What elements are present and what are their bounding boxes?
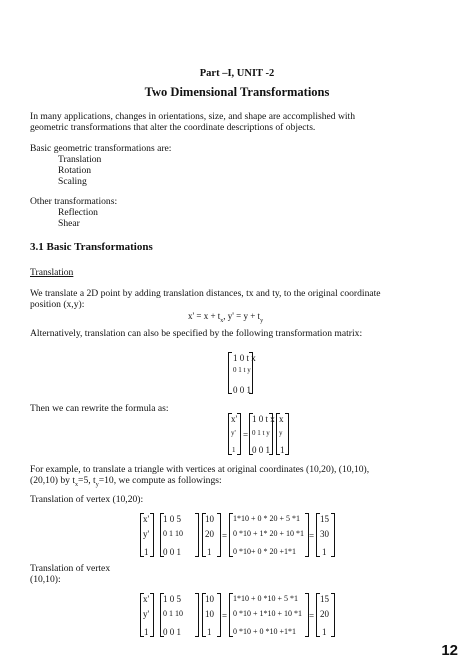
v2-v-2: 10	[205, 609, 214, 619]
subsection-translation: Translation	[30, 267, 74, 278]
matrix-1-row-1: 1 0 t x	[233, 353, 256, 363]
eq2-rhs-3: 1	[280, 445, 285, 455]
eq1-sub: x	[220, 317, 224, 324]
example-mid: =5, t	[78, 475, 96, 486]
section-title: 3.1 Basic Transformations	[30, 241, 153, 253]
vertex-2-label-a: Translation of vertex	[30, 563, 111, 574]
v2-equals: =	[222, 611, 228, 621]
eq2-m-row-2: 0 1 t y	[252, 429, 270, 437]
eq2-lhs-3: 1	[232, 446, 236, 454]
matrix-1-row-3: 0 0 1	[233, 385, 251, 395]
v1-res-1: 15	[320, 514, 329, 524]
basic-item-scaling: Scaling	[58, 176, 87, 187]
basic-item-translation: Translation	[58, 154, 102, 165]
v1-m-1: 1 0 5	[163, 514, 181, 524]
matrix-1-row-2: 0 1 t y	[233, 366, 251, 374]
example-line-1: For example, to translate a triangle with vertices at original coordinates (10,20), (10,10),	[30, 464, 370, 475]
eq1-part: x' = x + t	[188, 311, 221, 321]
v2-expr-2: 0 *10 + 1*10 + 10 *1	[233, 609, 303, 618]
intro-line-1: In many applications, changes in orientations, size, and shape are accomplished with	[30, 111, 356, 122]
eq2-lhs-2: y'	[231, 429, 236, 437]
v1-lhs-3: 1	[144, 547, 149, 557]
translate-line-2: position (x,y):	[30, 299, 85, 310]
eq1-rest: , y' = y + t	[223, 311, 261, 321]
v2-m-2: 0 1 10	[163, 609, 183, 618]
page-number: 12	[441, 642, 458, 659]
v1-v-2: 20	[205, 529, 214, 539]
v2-equals-2: =	[309, 611, 315, 621]
v1-lhs-2: y'	[143, 529, 150, 539]
v1-expr-1: 1*10 + 0 * 20 + 5 *1	[233, 514, 301, 523]
other-item-shear: Shear	[58, 218, 80, 229]
v1-v-3: 1	[207, 547, 212, 557]
v2-m-3: 0 0 1	[163, 627, 181, 637]
v1-m-3: 0 0 1	[163, 547, 181, 557]
v1-lhs-1: x'	[143, 514, 150, 524]
eq2-rhs-2: y	[279, 429, 283, 437]
v2-lhs-2: y'	[143, 609, 150, 619]
eq1-sub2: y	[260, 317, 264, 324]
vertex-2-label-b: (10,10):	[30, 574, 61, 585]
v1-res-3: 1	[322, 547, 327, 557]
example-end: =10, we compute as followings:	[98, 475, 222, 486]
example-prefix: (20,10) by t	[30, 475, 76, 486]
v2-res-2: 20	[320, 609, 329, 619]
example-ty-sub: y	[95, 481, 99, 488]
other-heading: Other transformations:	[30, 196, 118, 207]
part-heading: Part –I, UNIT -2	[199, 68, 275, 79]
vertex-1-label: Translation of vertex (10,20):	[30, 494, 144, 505]
eq2-m-row-1: 1 0 t x	[252, 414, 275, 424]
alt-text: Alternatively, translation can also be specified by the following transformation matrix:	[30, 328, 363, 339]
eq2-lhs-1: x'	[231, 414, 238, 424]
v1-expr-3: 0 *10+ 0 * 20 +1*1	[233, 547, 297, 556]
intro-line-2: geometric transformations that alter the coordinate descriptions of objects.	[30, 122, 316, 133]
v1-expr-2: 0 *10 + 1* 20 + 10 *1	[233, 529, 305, 538]
example-tx-sub: x	[75, 481, 79, 488]
equation-1	[188, 311, 263, 327]
v2-m-1: 1 0 5	[163, 594, 181, 604]
v2-expr-1: 1*10 + 0 *10 + 5 *1	[233, 594, 299, 603]
other-item-reflection: Reflection	[58, 207, 98, 218]
v1-equals: =	[222, 531, 228, 541]
v1-res-2: 30	[320, 529, 329, 539]
v2-res-3: 1	[322, 627, 327, 637]
page-title: Two Dimensional Transformations	[144, 85, 330, 99]
eq2-equals: =	[243, 430, 249, 440]
rewrite-text: Then we can rewrite the formula as:	[30, 403, 169, 414]
translate-line-1: We translate a 2D point by adding translation distances, tx and ty, to the original coordinate	[30, 288, 381, 299]
eq2-rhs-1: x	[279, 414, 284, 424]
v2-v-1: 10	[205, 594, 214, 604]
v1-m-2: 0 1 10	[163, 529, 183, 538]
eq2-m-row-3: 0 0 1	[252, 445, 270, 455]
v2-v-3: 1	[207, 627, 212, 637]
example-line-2	[30, 475, 222, 491]
v1-v-1: 10	[205, 514, 214, 524]
v2-lhs-1: x'	[143, 594, 150, 604]
basic-item-rotation: Rotation	[58, 165, 92, 176]
v2-lhs-3: 1	[144, 627, 149, 637]
v2-res-1: 15	[320, 594, 329, 604]
v2-expr-3: 0 *10 + 0 *10 +1*1	[233, 627, 297, 636]
basic-heading: Basic geometric transformations are:	[30, 143, 172, 154]
v1-equals-2: =	[309, 531, 315, 541]
